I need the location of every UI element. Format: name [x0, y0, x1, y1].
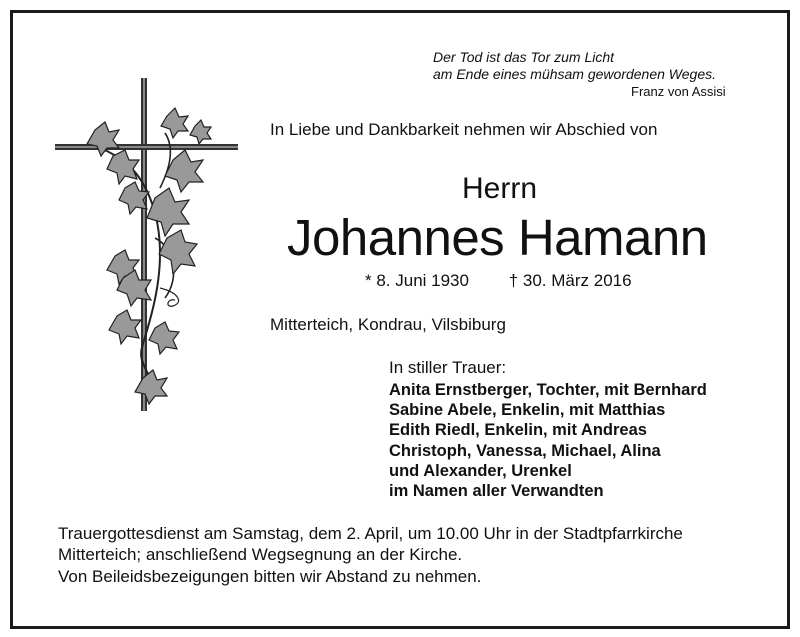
cross-with-ivy-icon — [55, 78, 245, 418]
mourner-line: im Namen aller Verwandten — [389, 482, 604, 501]
epigraph-quote — [433, 49, 726, 99]
condolence-note: Von Beileidsbezeigungen bitten wir Abstand zu nehmen. — [58, 567, 482, 586]
mourner-line: Christoph, Vanessa, Michael, Alina — [389, 441, 661, 460]
death-date: † 30. März 2016 — [508, 271, 632, 290]
mourner-line: und Alexander, Urenkel — [389, 461, 572, 480]
mourner-line: Anita Ernstberger, Tochter, mit Bernhard — [389, 381, 707, 399]
birth-date: * 8. Juni 1930 — [365, 271, 469, 290]
service-info — [58, 523, 683, 565]
quote-line-1: Der Tod ist das Tor zum Licht — [433, 49, 615, 65]
places: Mitterteich, Kondrau, Vilsbiburg — [270, 315, 506, 334]
mourner-line: Sabine Abele, Enkelin, mit Matthias — [389, 401, 666, 420]
life-dates — [365, 271, 632, 291]
mourning-label: In stiller Trauer: — [389, 358, 507, 377]
deceased-name: Johannes Hamann — [287, 209, 708, 266]
quote-author: Franz von Assisi — [631, 84, 726, 99]
mourner-line: Edith Riedl, Enkelin, mit Andreas — [389, 421, 647, 440]
service-line-2: Mitterteich; anschließend Wegsegnung an der Kirche. — [58, 545, 463, 564]
salutation: Herrn — [462, 172, 538, 205]
service-line-1: Trauergottesdienst am Samstag, dem 2. April, um 10.00 Uhr in der Stadtpfarrkirche — [58, 524, 683, 543]
intro-text: In Liebe und Dankbarkeit nehmen wir Abschied von — [270, 120, 658, 139]
mourners-list — [389, 380, 707, 501]
quote-line-2: am Ende eines mühsam gewordenen Weges. — [433, 66, 717, 82]
